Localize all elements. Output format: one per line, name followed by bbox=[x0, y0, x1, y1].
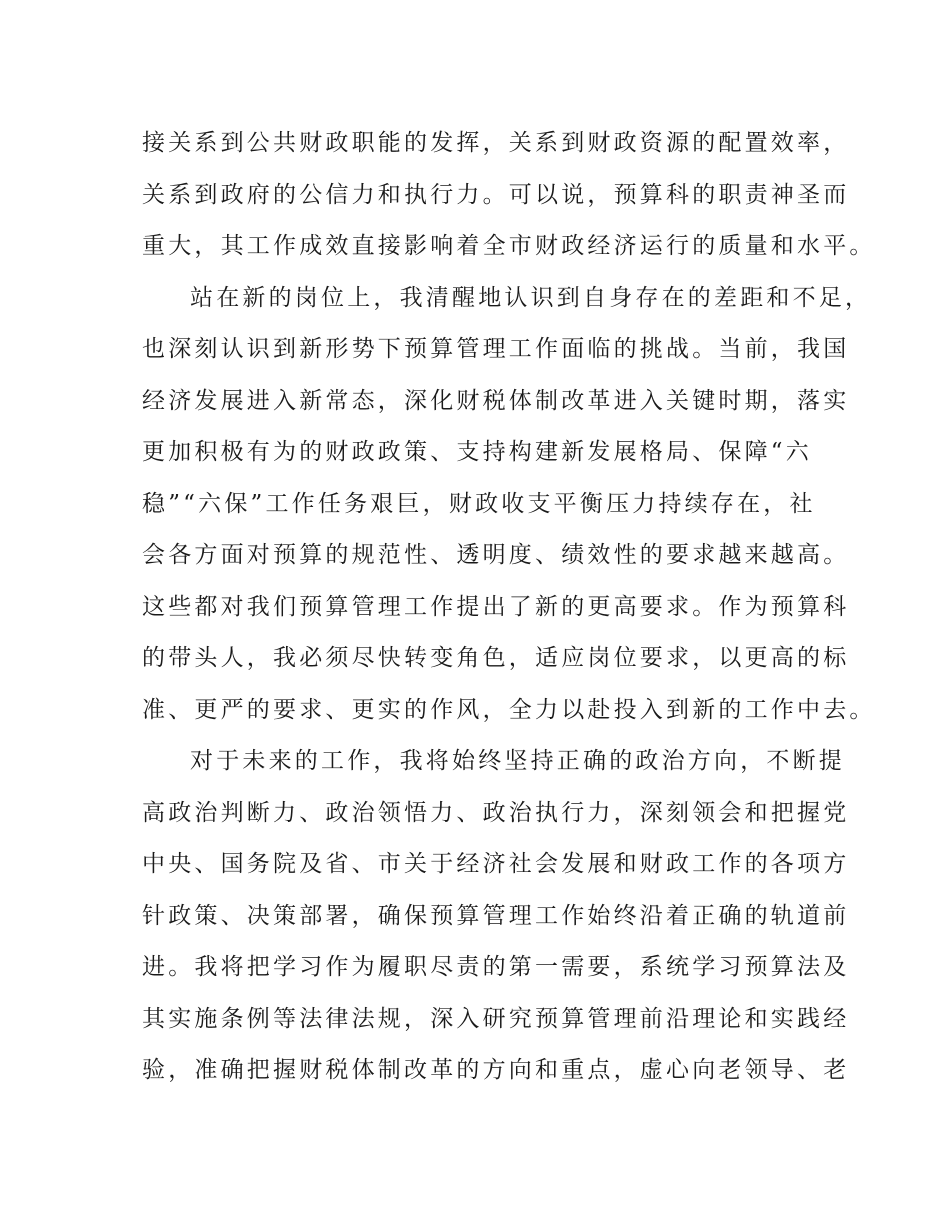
text-line: 更加积极有为的财政政策、支持构建新发展格局、保障“六 bbox=[142, 439, 812, 465]
text-line: 的带头人，我必须尽快转变角色，适应岗位要求，以更高的标 bbox=[142, 645, 850, 671]
text-line: 会各方面对预算的规范性、透明度、绩效性的要求越来越高。 bbox=[142, 542, 850, 568]
document-body bbox=[142, 118, 876, 1097]
text-line: 中央、国务院及省、市关于经济社会发展和财政工作的各项方 bbox=[142, 851, 850, 877]
text-line: 针政策、决策部署，确保预算管理工作始终沿着正确的轨道前 bbox=[142, 902, 850, 929]
text-line: 经济发展进入新常态，深化财税体制改革进入关键时期，落实 bbox=[142, 387, 850, 414]
text-line: 准、更严的要求、更实的作风，全力以赴投入到新的工作中去。 bbox=[142, 696, 876, 723]
text-line: 进。我将把学习作为履职尽责的第一需要，系统学习预算法及 bbox=[142, 954, 850, 980]
text-line: 稳”“六保”工作任务艰巨，财政收支平衡压力持续存在，社 bbox=[142, 490, 816, 517]
text-line: 重大，其工作成效直接影响着全市财政经济运行的质量和水平。 bbox=[142, 233, 876, 259]
text-line: 高政治判断力、政治领悟力、政治执行力，深刻领会和把握党 bbox=[142, 799, 850, 826]
text-line: 验，准确把握财税体制改革的方向和重点，虚心向老领导、老 bbox=[142, 1057, 850, 1083]
paragraph-first-line: 对于未来的工作，我将始终坚持正确的政治方向，不断提 bbox=[190, 748, 845, 774]
text-line: 接关系到公共财政职能的发挥，关系到财政资源的配置效率， bbox=[142, 130, 850, 156]
paragraph-first-line: 站在新的岗位上，我清醒地认识到自身存在的差距和不足， bbox=[190, 284, 872, 311]
text-line: 这些都对我们预算管理工作提出了新的更高要求。作为预算科 bbox=[142, 593, 850, 620]
text-line: 关系到政府的公信力和执行力。可以说，预算科的职责神圣而 bbox=[142, 181, 850, 208]
text-line: 也深刻认识到新形势下预算管理工作面临的挑战。当前，我国 bbox=[142, 336, 850, 362]
text-line: 其实施条例等法律法规，深入研究预算管理前沿理论和实践经 bbox=[142, 1005, 850, 1032]
